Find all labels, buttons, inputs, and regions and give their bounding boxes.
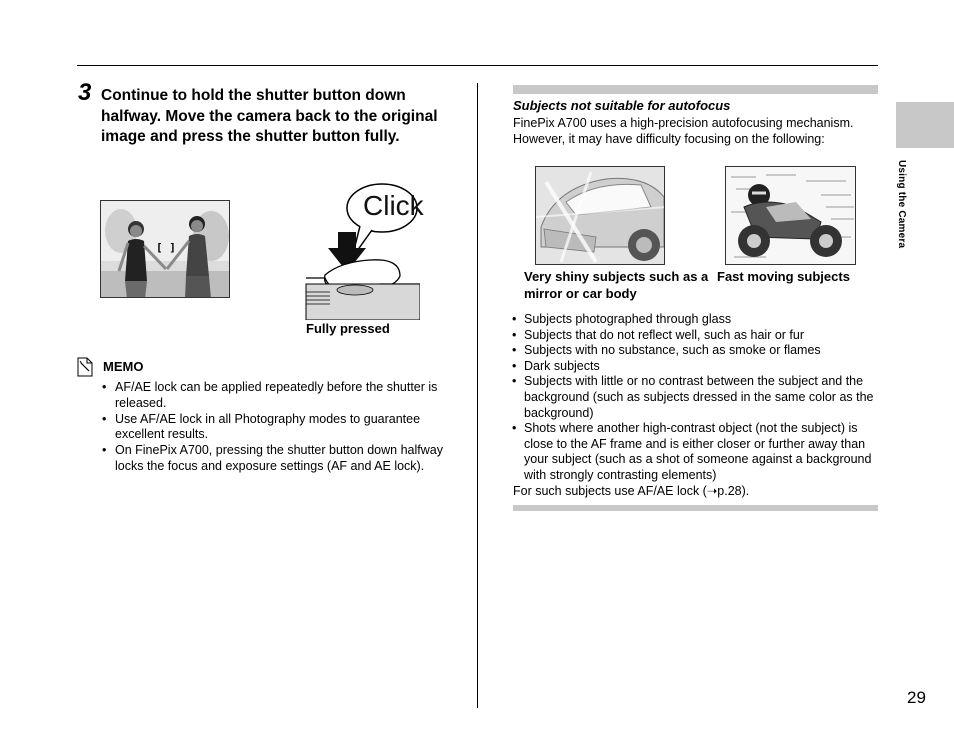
- section-bottom-bar: [513, 505, 878, 511]
- two-women-photo: [100, 200, 230, 298]
- list-item: • Subjects with little or no contrast between the subject and the background (such as subjects dressed in the same color as the background): [511, 374, 881, 421]
- step-instruction: Continue to hold the shutter button down halfway. Move the camera back to the original image and press the shutter button fully.: [101, 87, 438, 145]
- list-item: • Subjects with no substance, such as smoke or flames: [511, 343, 881, 359]
- column-divider: [477, 83, 478, 708]
- memo-item: • AF/AE lock can be applied repeatedly before the shutter is released.: [101, 380, 446, 411]
- unsuitable-subjects-list: [511, 312, 881, 484]
- list-item: • Subjects that do not reflect well, such as hair or fur: [511, 328, 881, 344]
- shiny-car-image: [535, 166, 665, 265]
- list-item: • Subjects photographed through glass: [511, 312, 881, 328]
- memo-note-icon: [76, 357, 94, 377]
- memo-title: MEMO: [103, 359, 144, 374]
- fully-pressed-caption: Fully pressed: [306, 321, 390, 336]
- fast-subjects-caption: Fast moving subjects: [717, 269, 850, 284]
- list-item: • Shots where another high-contrast object (not the subject) is close to the AF frame and is either closer or further away than your subject (such as a shot of someone against a background with strongly contrasting elements): [511, 421, 881, 483]
- memo-item: • Use AF/AE lock in all Photography modes to guarantee excellent results.: [101, 412, 446, 443]
- chapter-label-text: Using the Camera: [896, 160, 907, 249]
- memo-item: • On FinePix A700, pressing the shutter button down halfway locks the focus and exposure settings (AF and AE lock).: [101, 443, 446, 474]
- list-item: • Dark subjects: [511, 359, 881, 375]
- shiny-subjects-caption: Very shiny subjects such as a mirror or car body: [524, 269, 709, 301]
- section-heading: Subjects not suitable for autofocus: [513, 98, 731, 113]
- section-footer: For such subjects use AF/AE lock (➝p.28).: [513, 484, 750, 498]
- section-top-bar: [513, 85, 878, 94]
- fast-motorcycle-image: [725, 166, 856, 265]
- memo-list: [101, 380, 446, 475]
- af-frame-indicator: [ ]: [156, 241, 176, 254]
- step-number: 3: [78, 79, 92, 106]
- top-rule: [77, 65, 878, 66]
- page-number: 29: [907, 688, 926, 707]
- chapter-label: [894, 160, 908, 260]
- section-intro: FinePix A700 uses a high-precision autofocusing mechanism. However, it may have difficulty focusing on the following:: [513, 116, 854, 146]
- chapter-tab: [896, 102, 954, 148]
- click-text: Click: [363, 190, 424, 221]
